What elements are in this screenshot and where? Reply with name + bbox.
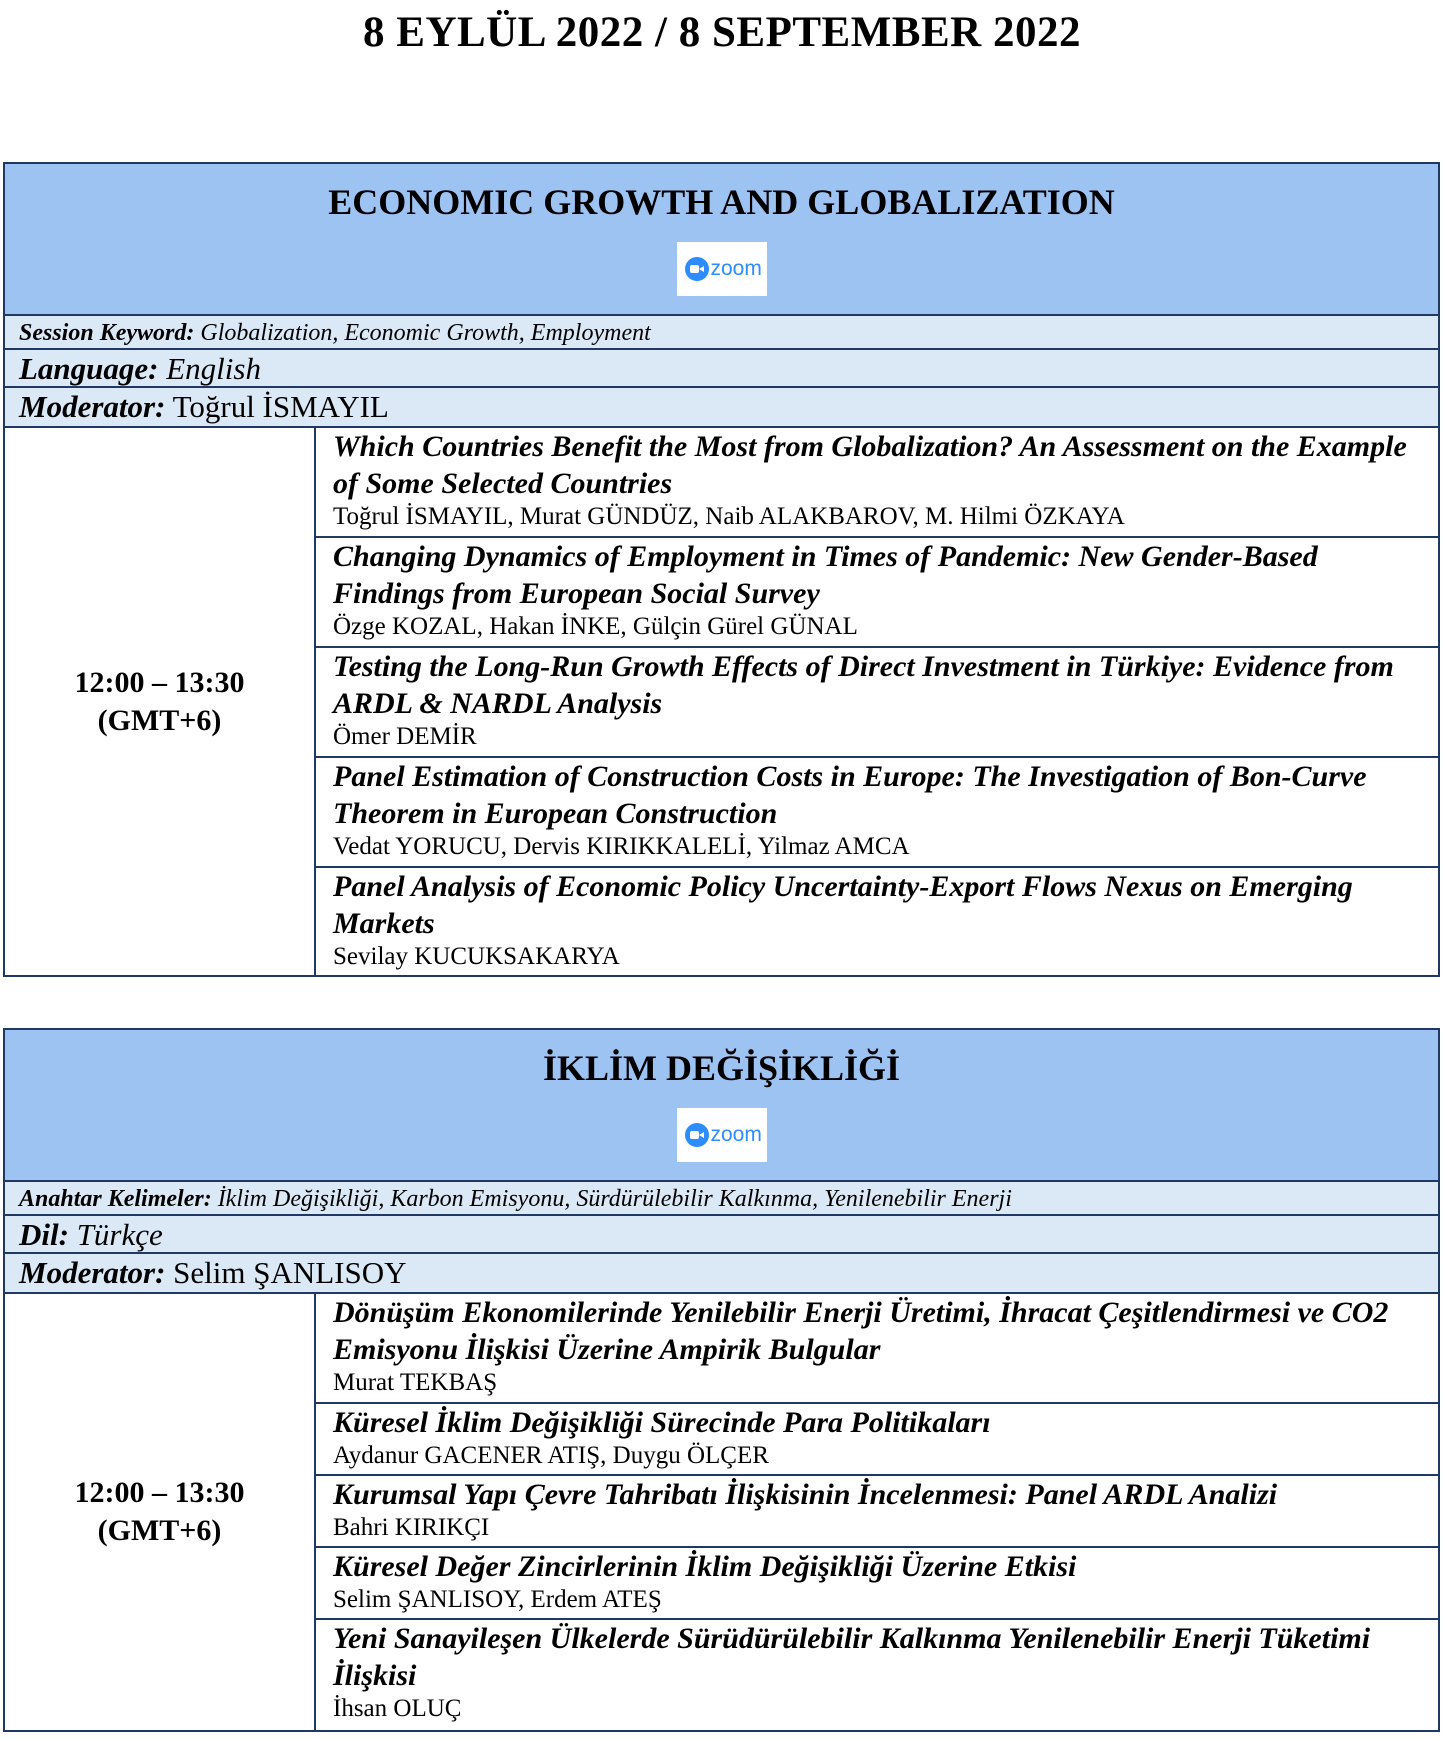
paper-title: Panel Estimation of Construction Costs in Europe: The Investigation of Bon-Curve Theorem in European Construction <box>333 760 1367 830</box>
zoom-camera-icon <box>685 257 709 281</box>
paper-authors: Vedat YORUCU, Dervis KIRIKKALELİ, Yilmaz AMCA <box>333 833 910 860</box>
moderator-label: Moderator: <box>19 1255 166 1290</box>
session-keywords-row <box>5 1182 1438 1216</box>
zoom-link[interactable] <box>677 242 767 296</box>
zoom-logo-text: zoom <box>710 257 762 280</box>
session-economic-growth <box>3 162 1440 977</box>
paper-authors: Selim ŞANLISOY, Erdem ATEŞ <box>333 1586 662 1613</box>
paper-title: Küresel İklim Değişikliği Sürecinde Para Politikaları <box>333 1406 991 1439</box>
language-value: English <box>166 351 261 386</box>
paper-authors: Ömer DEMİR <box>333 723 477 750</box>
zoom-camera-icon <box>685 1123 709 1147</box>
paper-authors: Özge KOZAL, Hakan İNKE, Gülçin Gürel GÜNAL <box>333 613 858 640</box>
time-cell <box>5 428 316 975</box>
paper-item <box>316 648 1438 758</box>
session-header <box>5 164 1438 316</box>
session-program <box>5 428 1438 975</box>
session-title: İKLİM DEĞİŞİKLİĞİ <box>542 1048 901 1088</box>
zoom-logo-text: zoom <box>710 1123 762 1146</box>
paper-list <box>316 428 1438 975</box>
session-keywords-row <box>5 316 1438 350</box>
session-time: 12:00 – 13:30 <box>74 665 245 699</box>
paper-title: Changing Dynamics of Employment in Times of Pandemic: New Gender-Based Findings from European Social Survey <box>333 540 1318 610</box>
session-timezone: (GMT+6) <box>97 703 222 737</box>
paper-item <box>316 1548 1438 1620</box>
session-timezone: (GMT+6) <box>97 1514 222 1547</box>
session-moderator-row <box>5 1254 1438 1294</box>
moderator-label: Moderator: <box>19 389 166 424</box>
paper-item <box>316 538 1438 648</box>
language-label: Language: <box>19 351 159 386</box>
paper-item <box>316 868 1438 975</box>
session-header <box>5 1030 1438 1182</box>
paper-authors: Toğrul İSMAYIL, Murat GÜNDÜZ, Naib ALAKBAROV, M. Hilmi ÖZKAYA <box>333 503 1125 530</box>
paper-item <box>316 758 1438 868</box>
paper-title: Testing the Long-Run Growth Effects of Direct Investment in Türkiye: Evidence from ARDL & NARDL Analysis <box>333 650 1394 720</box>
keywords-label: Anahtar Kelimeler: <box>19 1186 212 1212</box>
paper-item <box>316 428 1438 538</box>
keywords-value: Globalization, Economic Growth, Employment <box>200 320 651 346</box>
session-program <box>5 1294 1438 1730</box>
session-iklim-degisikligi <box>3 1028 1440 1732</box>
session-time: 12:00 – 13:30 <box>74 1476 245 1509</box>
paper-item <box>316 1476 1438 1548</box>
paper-title: Which Countries Benefit the Most from Globalization? An Assessment on the Example of Some Selected Countries <box>333 430 1407 500</box>
session-title: ECONOMIC GROWTH AND GLOBALIZATION <box>328 182 1115 222</box>
paper-title: Küresel Değer Zincirlerinin İklim Değişikliği Üzerine Etkisi <box>333 1550 1077 1583</box>
paper-authors: Bahri KIRIKÇI <box>333 1514 490 1541</box>
paper-title: Yeni Sanayileşen Ülkelerde Sürüdürülebilir Kalkınma Yenilenebilir Enerji Tüketimi İlişkisi <box>333 1622 1371 1692</box>
paper-title: Dönüşüm Ekonomilerinde Yenilebilir Enerji Üretimi, İhracat Çeşitlendirmesi ve CO2 Emisyonu İlişkisi Üzerine Ampirik Bulgular <box>333 1296 1389 1366</box>
paper-authors: Sevilay KUCUKSAKARYA <box>333 943 620 970</box>
zoom-link[interactable] <box>677 1108 767 1162</box>
keywords-label: Session Keyword: <box>19 320 195 346</box>
paper-title: Panel Analysis of Economic Policy Uncertainty-Export Flows Nexus on Emerging Markets <box>333 870 1353 940</box>
paper-list <box>316 1294 1438 1730</box>
language-value: Türkçe <box>76 1217 163 1252</box>
keywords-value: İklim Değişikliği, Karbon Emisyonu, Sürdürülebilir Kalkınma, Yenilenebilir Enerji <box>217 1186 1012 1212</box>
paper-item <box>316 1294 1438 1404</box>
page-title: 8 EYLÜL 2022 / 8 SEPTEMBER 2022 <box>363 9 1081 56</box>
paper-title: Kurumsal Yapı Çevre Tahribatı İlişkisinin İncelenmesi: Panel ARDL Analizi <box>333 1478 1278 1511</box>
language-label: Dil: <box>19 1217 69 1252</box>
paper-item <box>316 1620 1438 1726</box>
paper-item <box>316 1404 1438 1476</box>
paper-authors: İhsan OLUÇ <box>333 1695 462 1722</box>
session-language-row <box>5 350 1438 388</box>
moderator-value: Toğrul İSMAYIL <box>172 389 389 424</box>
time-cell <box>5 1294 316 1730</box>
session-moderator-row <box>5 388 1438 428</box>
session-language-row <box>5 1216 1438 1254</box>
paper-authors: Aydanur GACENER ATIŞ, Duygu ÖLÇER <box>333 1442 769 1469</box>
moderator-value: Selim ŞANLISOY <box>173 1255 407 1290</box>
paper-authors: Murat TEKBAŞ <box>333 1369 498 1396</box>
